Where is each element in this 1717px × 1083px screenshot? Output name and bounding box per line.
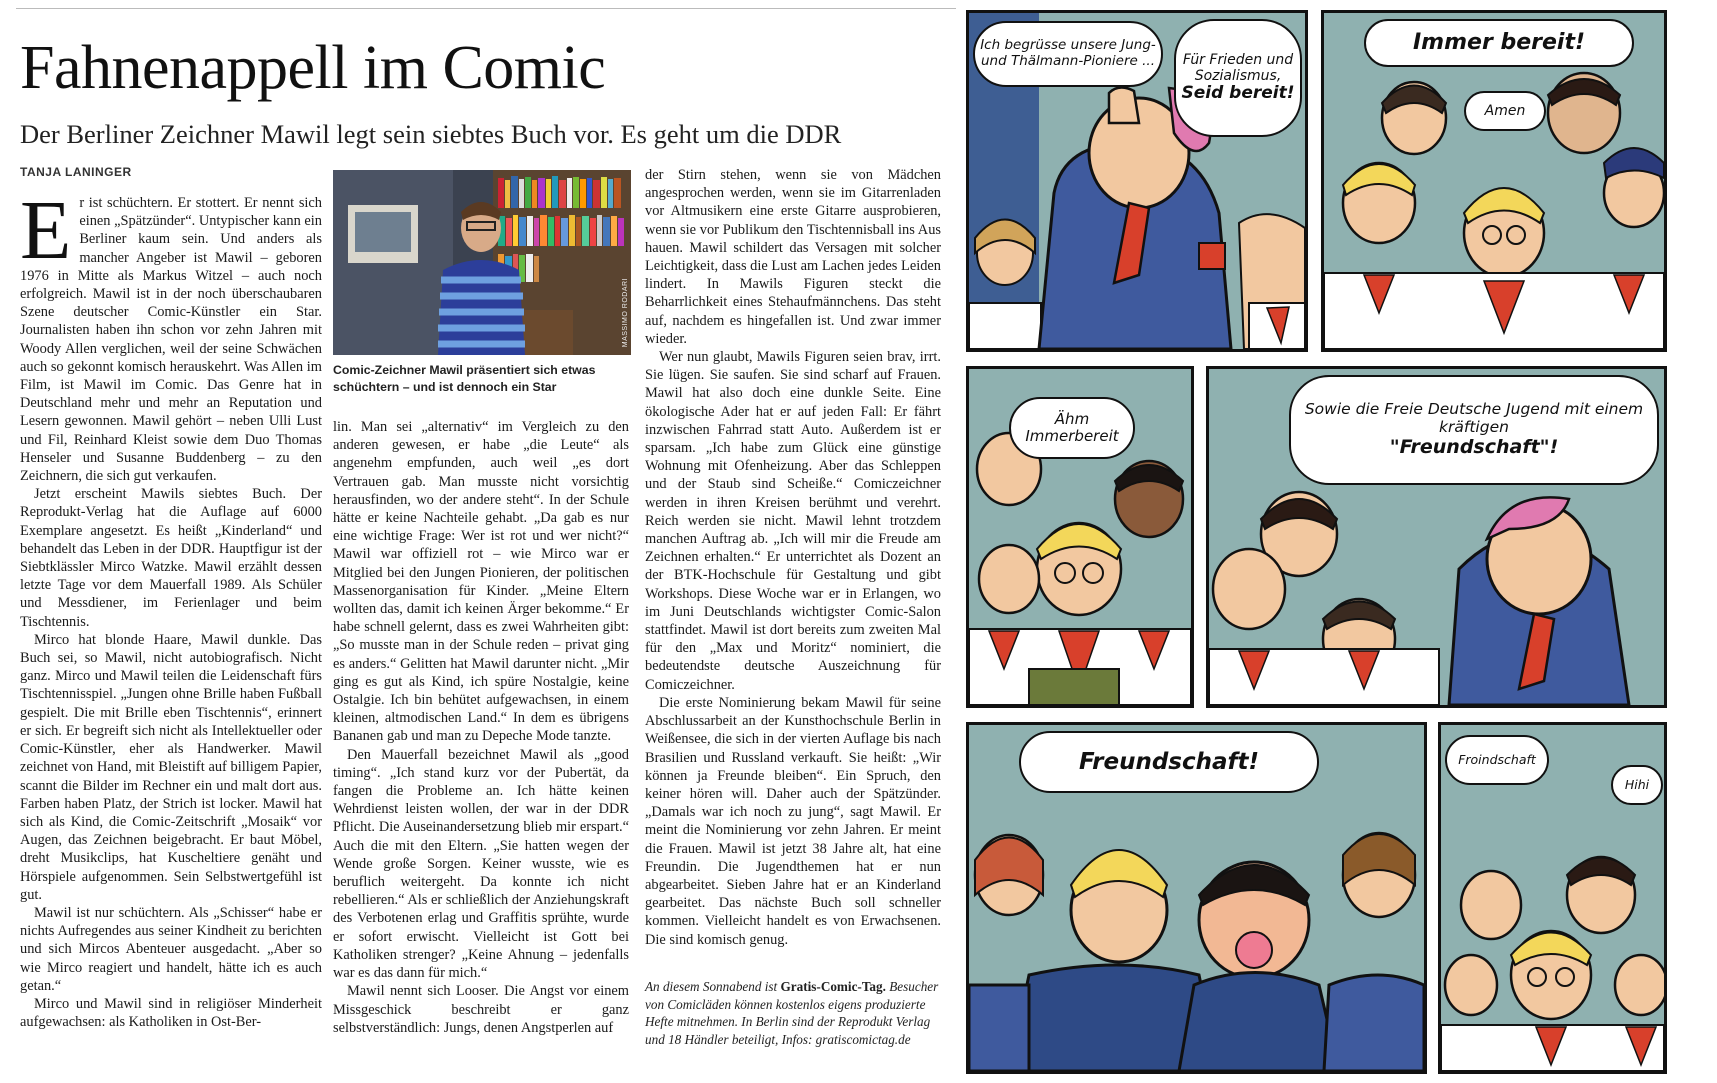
author-photo — [333, 170, 631, 355]
speech-bubble: Ich begrüsse unsere Jung- und Thälmann-Pioniere ... — [973, 21, 1163, 87]
info-box: An diesem Sonnabend ist Gratis-Comic-Tag. Besucher von Comicläden können kostenlos eigens produzierte Hefte mitnehmen. In Berlin sind der Reprodukt Verlag und 18 Händler beteiligt, Infos: gratiscomictag.de — [645, 979, 939, 1047]
article-column-1 — [20, 184, 322, 1031]
paragraph: Die erste Nominierung bekam Mawil für seine Abschlussarbeit an der Kunsthochschule Berlin in Weißensee, die sich in der vierten Auflage bis nach Brasilien und Russland verkauft. Sie heißt: „Wir können ja Freunde bleiben“. Ein Spruch, den keiner hören will. Daher auch der Spätzünder. „Damals war ich noch zu jung“, sagt Mawil. Er meint die Nominierung vor zehn Jahren. Er meint die Frauen. Mawil ist jetzt 38 Jahre alt, hat eine Freundin. Die Jugendthemen hat er nun abgearbeitet. Sieben Jahre hat er an Kinderland gearbeitet. Das nächste Buch soll schneller kommen. Vielleicht handelt es von Erwachsenen. Die sind komisch genug. — [645, 694, 941, 948]
comic-panel-6 — [1438, 722, 1667, 1074]
paragraph: lin. Man sei „alternativ“ im Vergleich zu den anderen gewesen, er habe „die Leute“ als angenehm empfunden, auch weil „es dort Vertrauen gab. Man musste nicht vorsichtig herausfinden, wo der andere steht“. In der Schule hätte er keine Nachteile gehabt. „Da gab es nur eine wichtige Frage: Wer ist rot und wer nicht?“ Mawil war offiziell rot – wie Mirco war er Mitglied bei den Jungen Pionieren, der politischen Massenorganisation für Kinder. „Meine Eltern wollten das, damit ich keinen Ärger bekomme.“ Er habe schnell gelernt, dass es zwei Wahrheiten gibt: „So musste man in der Schule reden – privat ging es anders.“ Gelitten hat Mawil darunter nicht. „Mir ging es gut als Kind, ich spüre Nostalgie, keine Ostalgie. Ich bin behütet aufgewachsen, in einem kleinen, altmodischen Land.“ In dem es übrigens Bananen gab und man zu Depeche Mode tanzte. — [333, 419, 629, 745]
speech-bubble: Freundschaft! — [1019, 731, 1319, 793]
comic-panel-4 — [1206, 366, 1667, 708]
speech-bubble — [1174, 19, 1302, 137]
photo-credit: MASSIMO RODARI — [622, 278, 629, 348]
article-column-2 — [333, 418, 629, 1037]
paragraph: Mirco hat blonde Haare, Mawil dunkle. Das Buch sei, so Mawil, nicht autobiografisch. Nicht ganz. Mirco und Mawil teilen die Leidenschaft fürs Tischtennisspiel. „Jungen ohne Brille haben Fußball gespielt. Die mit Brille eben Tischtennis“, erinnert er sich. Er begreift sich nicht als Intellektueller oder Comic-Künstler, eher als Handwerker. Mawil zeichnet von Hand, mit Bleistift auf billigem Papier, scannt die Bilder im Rechner ein und malt dort aus. Farben haben Platz, der Strich ist locker. Mawil hat sich als Kind, die Comic-Zeitschrift „Mosaik“ vor Augen, das Zeichnen beigebracht. Er baut Möbel, dreht Musikclips, hat Kuscheltiere genäht und Hörspiele aufgenommen. Sein Selbstwertgefühl ist gut. — [20, 631, 322, 903]
paragraph: der Stirn stehen, wenn sie von Mädchen angesprochen werden, wenn sie im Gitarrenladen vor Altmusikern eine erste Gitarre ausprobieren, wenn sie vor Publikum den Tischtennisball ins Aus hauen. Mawil schildert das Versagen mit solcher Leichtigkeit, dass die Lust am Lachen jedes Leiden lindert. In Mawils Figuren steckt die Beharrlichkeit eines Stehaufmännchens. Das steht auf, nachdem es hingefallen ist. Und zwar immer wieder. — [645, 167, 941, 347]
paragraph: Er ist schüchtern. Er stottert. Er nennt sich einen „Spätzünder“. Untypischer kann ein Berliner kaum sein. Und anders als mancher Angeber ist Mawil – geboren 1976 in Mitte als Markus Witzel – auch noch erfolgreich. Mawil ist in der noch überschaubaren Szene deutscher Comic-Künstler ein Star. Journalisten haben ihn schon vor zehn Jahren mit Woody Allen verglichen, weil der seine Schwächen auch so gekonnt komisch herauskehrt. Was Allen im Film, ist Mawil im Comic. Das Genre hat in Deutschland mehr und mehr an Reputation und Lesern gewonnen. Mawil gehört – neben Ulli Lust und Fil, Reinhard Kleist sowie dem Duo Thomas Henseler und Susanne Buddenberg – zu den Zeichnern, die sich gut verkaufen. — [20, 184, 322, 485]
bubble-text-bold: Seid bereit! — [1181, 83, 1295, 104]
comic-panel-5 — [966, 722, 1427, 1074]
bubble-text: Sowie die Freie Deutsche Jugend mit einem kräftigen — [1304, 400, 1644, 437]
dropcap: E — [20, 184, 72, 277]
bubble-text: Für Frieden und Sozialismus, — [1182, 52, 1294, 85]
subheadline: Der Berliner Zeichner Mawil legt sein siebtes Buch vor. Es geht um die DDR — [20, 119, 842, 149]
top-rule — [16, 8, 956, 9]
speech-bubble: Froindschaft — [1445, 735, 1549, 785]
gratis-comic-tag: Gratis-Comic-Tag. — [780, 979, 886, 994]
byline: TANJA LANINGER — [20, 165, 132, 179]
speech-bubble — [1289, 375, 1659, 485]
headline: Fahnenappell im Comic — [20, 34, 606, 102]
article-column-3 — [645, 166, 941, 949]
paragraph: Mawil nennt sich Looser. Die Angst vor einem Missgeschick beschreibt er ganz selbstverständlich: Jungs, denen Angstperlen auf — [333, 983, 629, 1036]
paragraph: Jetzt erscheint Mawils siebtes Buch. Der Reprodukt-Verlag hat die Auflage auf 6000 Exemplare angesetzt. Es heißt „Kinderland“ und behandelt das Leben in der DDR. Hauptfigur ist der Siebtklässler Mirco Watzke. Mawil erzählt dessen letzte Tage vor dem Mauerfall 1989. Als Schüler und Messdiener, im Ferienlager und beim Tischtennis. — [20, 486, 322, 630]
speech-bubble: Immer bereit! — [1364, 19, 1634, 67]
comic-panel-3 — [966, 366, 1194, 708]
bubble-text-bold: "Freundschaft"! — [1389, 435, 1559, 458]
comic-panel-2 — [1321, 10, 1667, 352]
speech-bubble: Ähm Immerbereit — [1009, 397, 1135, 459]
photo-caption: Comic-Zeichner Mawil präsentiert sich etwas schüchtern – und ist dennoch ein Star — [333, 363, 596, 394]
paragraph: Mawil ist nur schüchtern. Als „Schisser“ habe er nichts Aufregendes aus seiner Kindheit zu berichten und sich Mircos Abenteuer ausgedacht. „Aber so wie Mirco reagiert und handelt, hätte ich es auch getan.“ — [20, 904, 322, 994]
paragraph: Mirco und Mawil sind in religiöser Minderheit aufgewachsen: als Katholiken in Ost-Ber- — [20, 995, 322, 1031]
photo-illustration — [333, 170, 631, 355]
speech-bubble: Hihi — [1611, 765, 1663, 805]
paragraph: Wer nun glaubt, Mawils Figuren seien brav, irrt. Sie lügen. Sie saufen. Sie sind scharf auf Frauen. Mawil hat also doch eine dunkle Seite. Eine ökologische Ader hat er auf jeden Fall: Er fährt inzwischen Fahrrad statt Auto. Außerdem ist er sparsam. „Ich habe zum Glück eine günstige Wohnung mit Ofenheizung. Aber das Schleppen und der Staub sind Scheiße.“ Comiczeichner werden in ihren Kreisen berühmt und verehrt. Reich werden sie nicht. Mawil lehnt trotzdem manchen Auftrag ab. „Ich will mir die Freude am Zeichnen erhalten.“ Er unterrichtet als Dozent an der BTK-Hochschule für Gestaltung und gibt Workshops. Diese Woche war er in Erlangen, wo im Juni Deutschlands wichtigster Comic-Salon stattfindet. Mawil ist dort bereits zum zweiten Mal für den „Max und Moritz“ nominiert, die bedeutendste deutsche Auszeichnung für Comiczeichner. — [645, 349, 941, 693]
comic-panel-1 — [966, 10, 1308, 352]
paragraph: Den Mauerfall bezeichnet Mawil als „good timing“. „Ich stand kurz vor der Pubertät, da fangen die Probleme an. Ich hätte keinen Wehrdienst leisten wollen, der war in der DDR Pflicht. Die Auseinandersetzung blieb mir erspart.“ Auch die mit den Eltern. „Sie hatten wegen der Wende große Sorgen. Keiner wusste, wie es beruflich weitergeht. Da konnte ich nicht rebellieren.“ Als er schließlich der Anziehungskraft des Verbotenen erlag und Graffitis sprühte, wurde er sofort erwischt. Vielleicht ist Gott bei Katholiken strenger? „Keine Ahnung – jedenfalls war es das dann für mich.“ — [333, 746, 629, 982]
comic-strip — [958, 0, 1717, 1083]
speech-bubble: Amen — [1464, 91, 1546, 131]
